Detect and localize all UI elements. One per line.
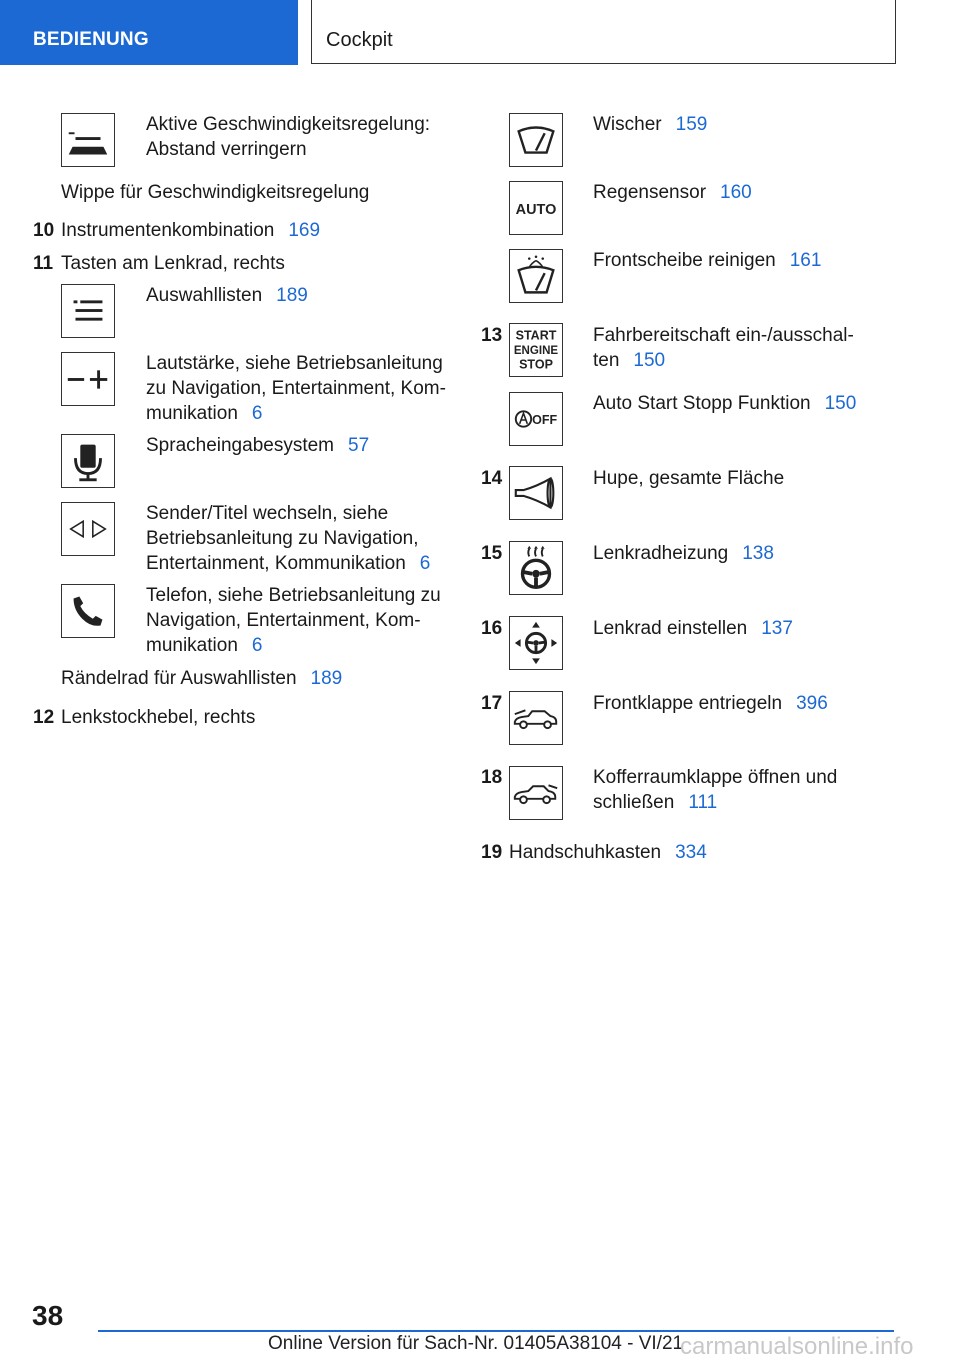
- steering-adjust-icon: [509, 616, 563, 670]
- page-reference[interactable]: 161: [789, 250, 822, 271]
- acc-distance-icon: [61, 113, 115, 167]
- chapter-header: [311, 0, 896, 64]
- page-reference[interactable]: 159: [675, 114, 708, 135]
- item-number: 11: [33, 253, 54, 274]
- page-reference[interactable]: 396: [796, 693, 828, 714]
- prev-next-icon: [61, 502, 115, 556]
- horn-icon: [509, 466, 563, 520]
- microphone-icon: [61, 434, 115, 488]
- chapter-title: Cockpit: [326, 29, 393, 51]
- phone-icon: [61, 584, 115, 638]
- svg-text:OFF: OFF: [532, 412, 558, 427]
- phone-text-3: munikation 6: [146, 635, 263, 656]
- page-number: 38: [32, 1300, 64, 1331]
- list-item: Wischer 159: [593, 114, 708, 135]
- page-reference[interactable]: 160: [720, 182, 752, 203]
- list-item: Lenkstockhebel, rechts: [61, 707, 256, 728]
- footer-divider: [98, 1330, 894, 1332]
- list-icon: [61, 284, 115, 338]
- item-number: 18: [481, 767, 503, 788]
- list-item: Spracheingabesystem 57: [146, 435, 370, 456]
- volume-text: Lautstärke, siehe Betriebsanleitung: [146, 353, 443, 374]
- list-item: Handschuhkasten 334: [509, 842, 707, 863]
- volume-text-2: zu Navigation, Entertainment, Kom-: [146, 378, 446, 399]
- volume-icon: [61, 352, 115, 406]
- svg-text:START: START: [515, 328, 557, 343]
- phone-text: Telefon, siehe Betriebsanleitung zu: [146, 585, 441, 606]
- list-item: Lenkradheizung 138: [593, 543, 774, 564]
- front-hood-icon: [509, 691, 563, 745]
- start-stop-text-2: ten 150: [593, 350, 666, 371]
- rocker-text: Wippe für Geschwindigkeitsregelung: [61, 182, 370, 203]
- start-stop-text: Fahrbereitschaft ein-/ausschal-: [593, 325, 854, 346]
- item-number: 17: [481, 693, 503, 714]
- auto-start-stop-icon: [509, 392, 563, 446]
- list-item: Instrumentenkombination 169: [61, 220, 321, 241]
- station-text-2: Betriebsanleitung zu Navigation,: [146, 528, 419, 549]
- list-item: Frontklappe entriegeln 396: [593, 693, 828, 714]
- item-number: 12: [33, 707, 55, 728]
- list-item: Hupe, gesamte Fläche: [593, 468, 785, 489]
- trunk-lid-icon: [509, 766, 563, 820]
- wiper-icon: [509, 113, 563, 167]
- footer-text: Online Version für Sach-Nr. 01405A38104 - VI/21: [268, 1333, 684, 1354]
- list-item: Auswahllisten 189: [146, 285, 308, 306]
- item-number: 14: [481, 468, 503, 489]
- page-reference[interactable]: 6: [251, 403, 263, 424]
- list-item: Regensensor 160: [593, 182, 752, 203]
- item-number: 10: [33, 220, 55, 241]
- item-number: 13: [481, 325, 503, 346]
- station-text-3: Entertainment, Kommunikation 6: [146, 553, 431, 574]
- rain-sensor-icon: [509, 181, 563, 235]
- washer-icon: [509, 249, 563, 303]
- section-tab: [0, 0, 298, 65]
- list-item: Tasten am Lenkrad, rechts: [61, 253, 285, 274]
- list-item: Rändelrad für Auswahllisten 189: [61, 668, 343, 689]
- page-reference[interactable]: 169: [288, 220, 321, 241]
- item-number: 15: [481, 543, 503, 564]
- page-reference[interactable]: 334: [675, 842, 707, 863]
- volume-text-3: munikation 6: [146, 403, 263, 424]
- page-reference[interactable]: 189: [276, 285, 308, 306]
- page-reference[interactable]: 6: [419, 553, 431, 574]
- svg-text:STOP: STOP: [519, 357, 553, 372]
- page-reference[interactable]: 150: [633, 350, 666, 371]
- page-reference[interactable]: 150: [824, 393, 857, 414]
- start-stop-button-icon: [509, 323, 563, 377]
- station-text: Sender/Titel wechseln, siehe: [146, 503, 389, 524]
- svg-text:ENGINE: ENGINE: [513, 344, 559, 357]
- list-item: Frontscheibe reinigen 161: [593, 250, 822, 271]
- section-label: BEDIENUNG: [33, 29, 149, 50]
- acc-distance-text-2: Abstand verringern: [146, 139, 307, 160]
- item-number: 19: [481, 842, 503, 863]
- item-number: 16: [481, 618, 503, 639]
- page-reference[interactable]: 111: [688, 792, 718, 813]
- list-item: Lenkrad einstellen 137: [593, 618, 793, 639]
- phone-text-2: Navigation, Entertainment, Kom-: [146, 610, 421, 631]
- watermark: carmanualsonline.info: [680, 1333, 914, 1360]
- page-reference[interactable]: 57: [348, 435, 370, 456]
- trunk-text: Kofferraumklappe öffnen und: [593, 767, 838, 788]
- page-reference[interactable]: 6: [251, 635, 263, 656]
- trunk-text-2: schließen 111: [593, 792, 718, 813]
- page-reference[interactable]: 137: [761, 618, 793, 639]
- acc-distance-text: Aktive Geschwindigkeitsregelung:: [146, 114, 431, 135]
- page-reference[interactable]: 189: [310, 668, 343, 689]
- page-reference[interactable]: 138: [742, 543, 774, 564]
- svg-text:AUTO: AUTO: [515, 201, 557, 218]
- list-item: Auto Start Stopp Funktion 150: [593, 393, 857, 414]
- steering-wheel-heating-icon: [509, 541, 563, 595]
